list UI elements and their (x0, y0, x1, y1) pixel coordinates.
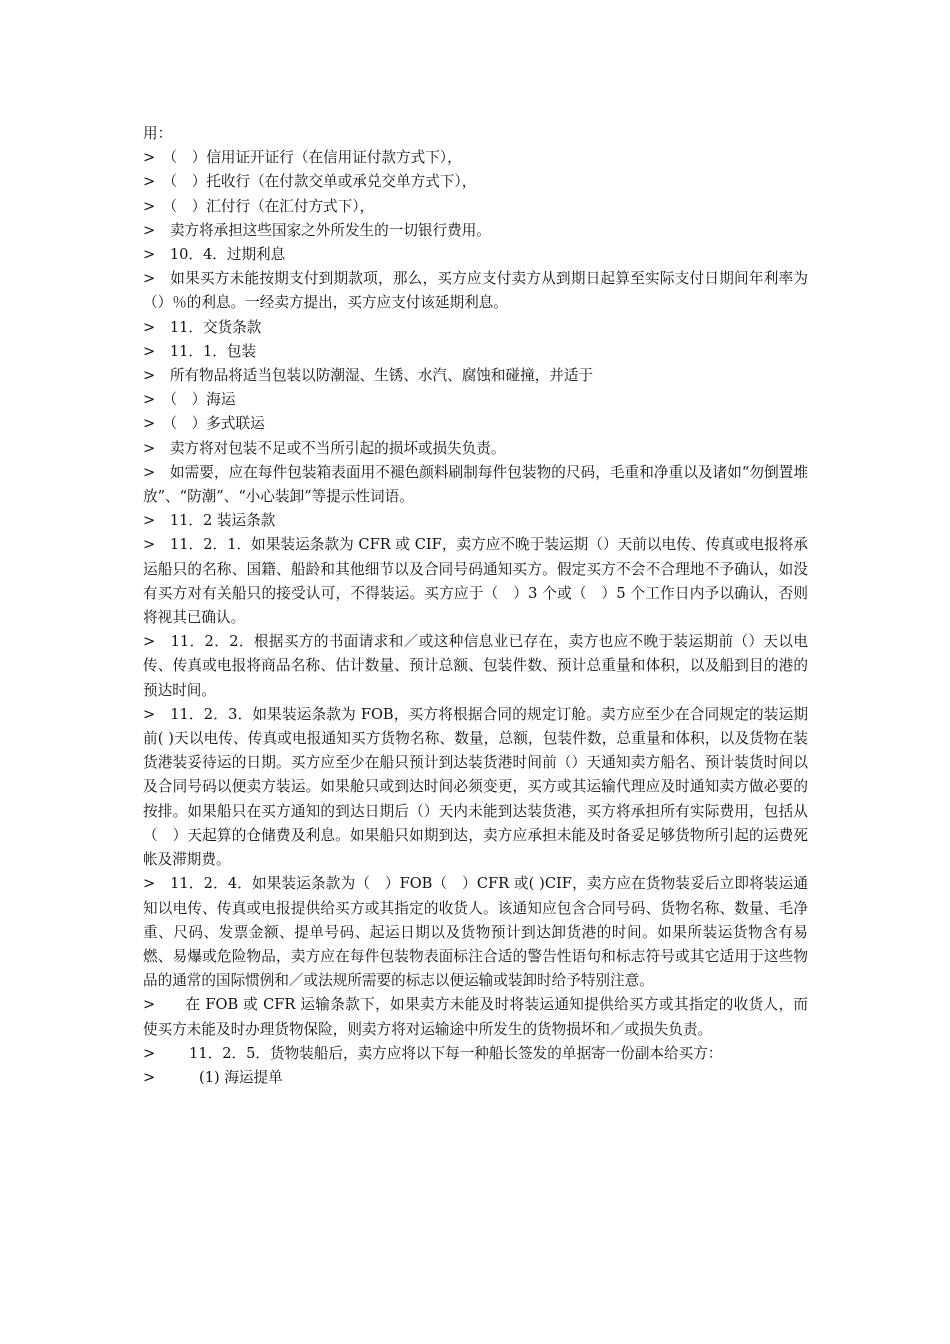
paragraph-18: > 11．2．3．如果装运条款为 FOB，买方将根据合同的规定订舱。卖方应至少在合同规定的装运期前( )天以电传、传真或电报通知买方货物名称、数量，总额，包装件数，总重量和体积，以及货物在装货港装妥待运的日期。买方应至少在船只预计到达装货港时间前（）天通知卖方船名、预计装货时间以及合同号码以便卖方装运。如果舱只或到达时间必须变更，买方或其运输代理应及时通知卖方做必要的按排。如果船只在买方通知的到达日期后（）天内未能到达装货港，买方将承担所有实际费用，包括从（ ）天起算的仓储费及利息。如果船只如期到达，卖方应承担未能及时备妥足够货物所引起的运费死帐及滞期费。 (143, 705, 808, 869)
paragraph-19: > 11．2．4．如果装运条款为（ ）FOB（ ）CFR 或( )CIF，卖方应在货物装妥后立即将装运通知以电传、传真或电报提供给买方或其指定的收货人。该通知应包含合同号码、货物名称、数量、毛净重、尺码、发票金额、提单号码、起运日期以及货物预计到达卸货港的时间。如果所装运货物含有易燃、易爆或危险物品，卖方应在每件包装物表面标注合适的警告性语句和标志符号或其它适用于这些物品的通常的国际惯例和／或法规所需要的标志以便运输或装卸时给予特别注意。 (143, 875, 808, 990)
section-heading-11-1: > 11．1．包装 (143, 342, 257, 360)
paragraph-16: > 11．2．1．如果装运条款为 CFR 或 CIF，卖方应不晚于装运期（）天前以电传、传真或电报将承运船只的名称、国籍、船龄和其他细节以及合同号码通知买方。假定买方不会不合理地不予确认，如没有买方对有关船只的接受认可，不得装运。买方应于（ ）3 个或（ ）5 个工作日内予以确认，否则将视其已确认。 (143, 536, 808, 627)
paragraph-21: > 11．2．5．货物装船后，卖方应将以下每一种船长签发的单据寄一份副本给买方： (143, 1044, 723, 1062)
paragraph-7: > 如果买方未能按期支付到期款项，那么，买方应支付卖方从到期日起算至实际支付日期间年利率为（）％的利息。一经卖方提出，买方应支付该延期利息。 (143, 270, 808, 312)
section-heading-11-2: > 11．2 装运条款 (143, 512, 276, 530)
paragraph-17: > 11．2．2．根据买方的书面请求和／或这种信息业已存在，卖方也应不晚于装运期前（）天以电传、传真或电报将商品名称、估计数量、预计总额、包装件数、预计总重量和体积，以及船到目的港的预达时间。 (143, 633, 808, 699)
section-heading-10-4: > 10．4．过期利息 (143, 246, 286, 264)
paragraph-5: > 卖方将承担这些国家之外所发生的一切银行费用。 (143, 221, 491, 239)
paragraph-14: > 如需要，应在每件包装箱表面用不褪色颜料刷制每件包装物的尺码，毛重和净重以及诸如“勿倒置堆放”、“防潮”、“小心装卸”等提示性词语。 (143, 463, 808, 506)
document-body (143, 122, 808, 1090)
paragraph-4: > （ ）汇付行（在汇付方式下）， (143, 197, 375, 215)
paragraph-22: > (1) 海运提单 (143, 1068, 283, 1086)
paragraph-20: > 在 FOB 或 CFR 运输条款下，如果卖方未能及时将装运通知提供给买方或其指定的收货人，而使买方未能及时办理货物保险，则卖方将对运输途中所发生的货物损坏和／或损失负责。 (143, 996, 808, 1038)
paragraph-12: > （ ）多式联运 (143, 415, 265, 433)
paragraph-11: > （ ）海运 (143, 391, 236, 409)
section-heading-11: > 11．交货条款 (143, 318, 262, 336)
paragraph-10: > 所有物品将适当包装以防潮湿、生锈、水汽、腐蚀和碰撞，并适于 (143, 367, 594, 385)
paragraph-3: > （ ）托收行（在付款交单或承兑交单方式下）， (143, 173, 477, 191)
paragraph-1: 用： (143, 125, 173, 142)
paragraph-13: > 卖方将对包装不足或不当所引起的损坏或损失负责。 (143, 439, 506, 457)
paragraph-2: > （ ）信用证开证行（在信用证付款方式下）， (143, 149, 462, 167)
